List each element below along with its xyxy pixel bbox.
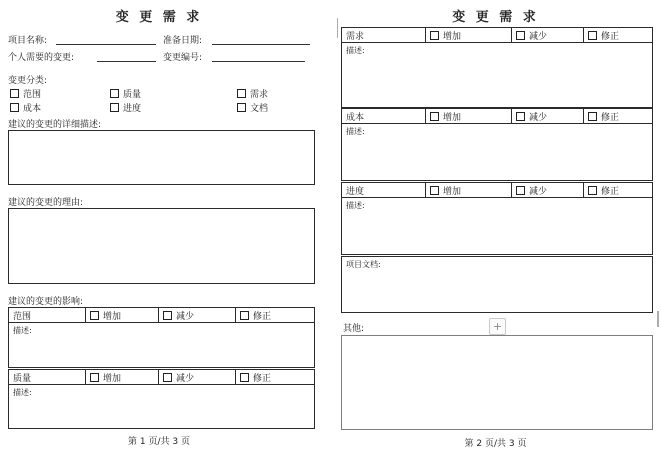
option-cell-increase[interactable] bbox=[426, 28, 512, 42]
category-label: 进度 bbox=[346, 186, 365, 197]
checkbox-cost[interactable] bbox=[10, 101, 41, 114]
table-header-row bbox=[342, 183, 652, 198]
checkbox-requirement-label: 需求 bbox=[250, 90, 269, 100]
option-decrease-label: 减少 bbox=[529, 186, 548, 197]
description-label: 描述: bbox=[346, 201, 365, 210]
impact-table-scope bbox=[8, 307, 315, 368]
change-number-label: 变更编号: bbox=[163, 53, 203, 63]
checkbox-scope-label: 范围 bbox=[23, 90, 42, 100]
checkbox-square-icon[interactable] bbox=[237, 103, 246, 112]
option-cell-correct[interactable] bbox=[584, 28, 652, 42]
checkbox-square-icon[interactable] bbox=[10, 103, 19, 112]
category-label: 需求 bbox=[346, 31, 365, 42]
personal-change-input[interactable] bbox=[97, 51, 156, 62]
option-correct-label: 修正 bbox=[601, 31, 620, 42]
checkbox-document[interactable] bbox=[237, 101, 268, 114]
option-correct-label: 修正 bbox=[253, 311, 272, 322]
checkbox-quality-label: 质量 bbox=[123, 90, 142, 100]
option-cell-decrease[interactable] bbox=[512, 109, 584, 123]
scrollbar-thumb[interactable] bbox=[657, 311, 659, 327]
checkbox-square-icon[interactable] bbox=[163, 311, 172, 320]
option-correct-label: 修正 bbox=[601, 186, 620, 197]
checkbox-square-icon[interactable] bbox=[110, 89, 119, 98]
checkbox-document-label: 文档 bbox=[250, 104, 269, 114]
checkbox-square-icon[interactable] bbox=[110, 103, 119, 112]
detail-description-textarea[interactable] bbox=[8, 130, 315, 185]
checkbox-requirement[interactable] bbox=[237, 87, 268, 100]
add-section-button[interactable]: + bbox=[489, 318, 506, 335]
project-documents-label: 项目文档: bbox=[346, 260, 381, 269]
project-name-label: 项目名称: bbox=[8, 36, 48, 46]
option-cell-decrease[interactable] bbox=[159, 370, 236, 384]
change-number-input[interactable] bbox=[212, 51, 305, 62]
checkbox-square-icon[interactable] bbox=[240, 373, 249, 382]
checkbox-square-icon[interactable] bbox=[90, 311, 99, 320]
description-label: 描述: bbox=[346, 46, 365, 55]
option-cell-correct[interactable] bbox=[584, 109, 652, 123]
description-textarea[interactable] bbox=[342, 124, 652, 180]
page2-title: 变 更 需 求 bbox=[452, 10, 539, 25]
checkbox-square-icon[interactable] bbox=[588, 112, 597, 121]
checkbox-square-icon[interactable] bbox=[90, 373, 99, 382]
option-decrease-label: 减少 bbox=[529, 112, 548, 123]
checkbox-square-icon[interactable] bbox=[516, 31, 525, 40]
checkbox-square-icon[interactable] bbox=[430, 112, 439, 121]
option-correct-label: 修正 bbox=[601, 112, 620, 123]
description-textarea[interactable] bbox=[342, 43, 652, 107]
category-label: 范围 bbox=[13, 311, 32, 322]
detail-description-label: 建议的变更的详细描述: bbox=[8, 120, 102, 130]
category-cell bbox=[342, 28, 426, 42]
checkbox-square-icon[interactable] bbox=[163, 373, 172, 382]
personal-change-label: 个人需要的变更: bbox=[8, 53, 75, 63]
option-correct-label: 修正 bbox=[253, 373, 272, 384]
checkbox-square-icon[interactable] bbox=[237, 89, 246, 98]
option-decrease-label: 减少 bbox=[176, 311, 195, 322]
description-textarea[interactable] bbox=[9, 323, 314, 367]
page2-footer: 第 2 页/共 3 页 bbox=[464, 439, 527, 449]
impact-label: 建议的变更的影响: bbox=[8, 297, 84, 307]
option-cell-increase[interactable] bbox=[86, 308, 159, 322]
table-header-row bbox=[9, 370, 314, 385]
option-cell-increase[interactable] bbox=[426, 183, 512, 197]
option-increase-label: 增加 bbox=[103, 373, 122, 384]
option-cell-decrease[interactable] bbox=[159, 308, 236, 322]
reason-label: 建议的变更的理由: bbox=[8, 198, 84, 208]
description-textarea[interactable] bbox=[9, 385, 314, 428]
page-2 bbox=[330, 0, 661, 457]
option-decrease-label: 减少 bbox=[529, 31, 548, 42]
option-decrease-label: 减少 bbox=[176, 373, 195, 384]
impact-table-quality bbox=[8, 369, 315, 429]
category-cell bbox=[9, 370, 86, 384]
page1-title: 变 更 需 求 bbox=[115, 10, 203, 25]
description-label: 描述: bbox=[13, 326, 32, 335]
checkbox-square-icon[interactable] bbox=[10, 89, 19, 98]
checkbox-scope[interactable] bbox=[10, 87, 41, 100]
checkbox-square-icon[interactable] bbox=[430, 31, 439, 40]
option-cell-correct[interactable] bbox=[236, 308, 314, 322]
option-increase-label: 增加 bbox=[103, 311, 122, 322]
checkbox-square-icon[interactable] bbox=[588, 31, 597, 40]
classification-label: 变更分类: bbox=[8, 76, 48, 86]
impact-table-cost bbox=[341, 108, 653, 181]
prepare-date-input[interactable] bbox=[212, 34, 310, 45]
category-cell bbox=[342, 109, 426, 123]
category-label: 成本 bbox=[346, 112, 365, 123]
page-divider-mark bbox=[337, 18, 338, 38]
checkbox-quality[interactable] bbox=[110, 87, 141, 100]
option-cell-correct[interactable] bbox=[584, 183, 652, 197]
page1-footer: 第 1 页/共 3 页 bbox=[128, 437, 190, 447]
option-cell-decrease[interactable] bbox=[512, 28, 584, 42]
checkbox-square-icon[interactable] bbox=[516, 186, 525, 195]
description-label: 描述: bbox=[346, 127, 365, 136]
checkbox-square-icon[interactable] bbox=[516, 112, 525, 121]
description-textarea[interactable] bbox=[342, 198, 652, 254]
table-header-row bbox=[342, 28, 652, 43]
description-label: 描述: bbox=[13, 388, 32, 397]
project-documents-textarea[interactable] bbox=[341, 256, 653, 313]
option-increase-label: 增加 bbox=[443, 31, 462, 42]
option-increase-label: 增加 bbox=[443, 112, 462, 123]
option-cell-decrease[interactable] bbox=[512, 183, 584, 197]
option-cell-increase[interactable] bbox=[426, 109, 512, 123]
table-header-row bbox=[342, 109, 652, 124]
checkbox-schedule[interactable] bbox=[110, 101, 141, 114]
impact-table-requirement bbox=[341, 27, 653, 108]
other-textarea[interactable] bbox=[341, 335, 653, 430]
table-header-row bbox=[9, 308, 314, 323]
category-cell bbox=[342, 183, 426, 197]
checkbox-square-icon[interactable] bbox=[588, 186, 597, 195]
impact-table-schedule bbox=[341, 182, 653, 255]
other-label: 其他: bbox=[343, 324, 365, 334]
checkbox-square-icon[interactable] bbox=[240, 311, 249, 320]
checkbox-cost-label: 成本 bbox=[23, 104, 42, 114]
option-cell-correct[interactable] bbox=[236, 370, 314, 384]
prepare-date-label: 准备日期: bbox=[163, 36, 203, 46]
checkbox-square-icon[interactable] bbox=[430, 186, 439, 195]
option-increase-label: 增加 bbox=[443, 186, 462, 197]
category-label: 质量 bbox=[13, 373, 32, 384]
category-cell bbox=[9, 308, 86, 322]
checkbox-schedule-label: 进度 bbox=[123, 104, 142, 114]
project-name-input[interactable] bbox=[56, 34, 156, 45]
page-1 bbox=[0, 0, 318, 457]
option-cell-increase[interactable] bbox=[86, 370, 159, 384]
reason-textarea[interactable] bbox=[8, 208, 315, 284]
